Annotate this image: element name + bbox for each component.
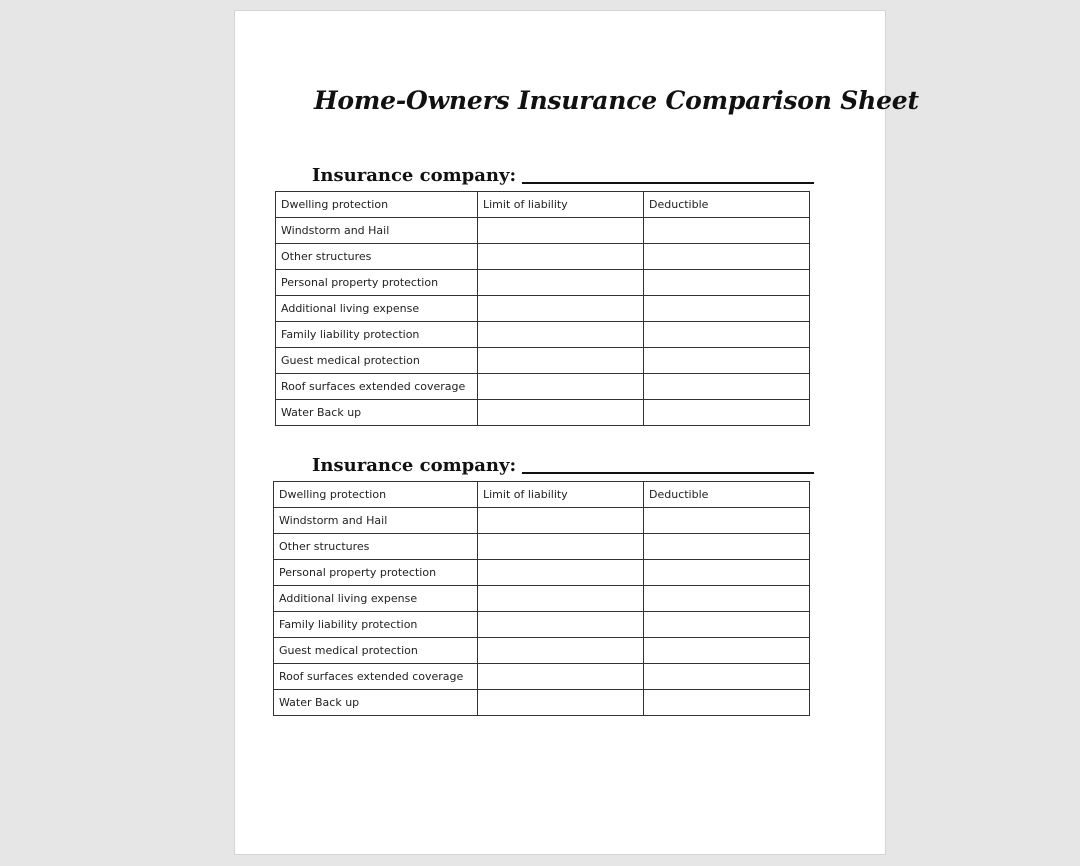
table-header-row (276, 192, 810, 218)
document-page (234, 10, 919, 855)
deductible-cell[interactable] (644, 400, 810, 426)
table-row (276, 348, 810, 374)
row-label: Water Back up (274, 690, 478, 716)
table-row (274, 534, 810, 560)
limit-cell[interactable] (478, 374, 644, 400)
limit-cell[interactable] (478, 534, 644, 560)
limit-cell[interactable] (478, 508, 644, 534)
deductible-cell[interactable] (644, 374, 810, 400)
row-label: Other structures (274, 534, 478, 560)
deductible-cell[interactable] (644, 612, 810, 638)
row-label: Additional living expense (274, 586, 478, 612)
header-deductible: Deductible (644, 482, 810, 508)
deductible-cell[interactable] (644, 508, 810, 534)
row-label: Other structures (276, 244, 478, 270)
table-row (276, 322, 810, 348)
table-row (276, 400, 810, 426)
table-row (276, 374, 810, 400)
table-row (274, 612, 810, 638)
limit-cell[interactable] (478, 270, 644, 296)
header-limit-of-liability: Limit of liability (478, 482, 644, 508)
deductible-cell[interactable] (644, 690, 810, 716)
deductible-cell[interactable] (644, 586, 810, 612)
limit-cell[interactable] (478, 322, 644, 348)
limit-cell[interactable] (478, 244, 644, 270)
table-row (276, 296, 810, 322)
limit-cell[interactable] (478, 638, 644, 664)
table-row (276, 270, 810, 296)
table-row (276, 244, 810, 270)
limit-cell[interactable] (478, 218, 644, 244)
row-label: Family liability protection (276, 322, 478, 348)
row-label: Guest medical protection (274, 638, 478, 664)
coverage-table (275, 191, 810, 426)
limit-cell[interactable] (478, 296, 644, 322)
table-row (274, 690, 810, 716)
row-label: Water Back up (276, 400, 478, 426)
limit-cell[interactable] (478, 400, 644, 426)
row-label: Windstorm and Hail (276, 218, 478, 244)
limit-cell[interactable] (478, 586, 644, 612)
table-row (274, 638, 810, 664)
deductible-cell[interactable] (644, 664, 810, 690)
table-row (274, 508, 810, 534)
header-coverage: Dwelling protection (276, 192, 478, 218)
header-limit-of-liability: Limit of liability (478, 192, 644, 218)
limit-cell[interactable] (478, 612, 644, 638)
row-label: Family liability protection (274, 612, 478, 638)
deductible-cell[interactable] (644, 244, 810, 270)
row-label: Guest medical protection (276, 348, 478, 374)
row-label: Windstorm and Hail (274, 508, 478, 534)
row-label: Personal property protection (274, 560, 478, 586)
table-row (274, 560, 810, 586)
row-label: Roof surfaces extended coverage (276, 374, 478, 400)
insurance-company-field (312, 165, 814, 186)
limit-cell[interactable] (478, 664, 644, 690)
deductible-cell[interactable] (644, 560, 810, 586)
deductible-cell[interactable] (644, 270, 810, 296)
header-deductible: Deductible (644, 192, 810, 218)
coverage-table (273, 481, 810, 716)
limit-cell[interactable] (478, 690, 644, 716)
table-header-row (274, 482, 810, 508)
insurance-company-blank[interactable] (522, 472, 814, 474)
row-label: Roof surfaces extended coverage (274, 664, 478, 690)
table-row (274, 586, 810, 612)
deductible-cell[interactable] (644, 218, 810, 244)
deductible-cell[interactable] (644, 296, 810, 322)
table-row (274, 664, 810, 690)
row-label: Personal property protection (276, 270, 478, 296)
header-coverage: Dwelling protection (274, 482, 478, 508)
deductible-cell[interactable] (644, 348, 810, 374)
insurance-company-blank[interactable] (522, 182, 814, 184)
limit-cell[interactable] (478, 348, 644, 374)
table-row (276, 218, 810, 244)
deductible-cell[interactable] (644, 534, 810, 560)
limit-cell[interactable] (478, 560, 644, 586)
deductible-cell[interactable] (644, 638, 810, 664)
page-title: Home-Owners Insurance Comparison Sheet (314, 86, 919, 115)
row-label: Additional living expense (276, 296, 478, 322)
deductible-cell[interactable] (644, 322, 810, 348)
insurance-company-label: Insurance company: (312, 165, 517, 186)
insurance-company-label: Insurance company: (312, 455, 517, 476)
insurance-company-field (312, 455, 814, 476)
